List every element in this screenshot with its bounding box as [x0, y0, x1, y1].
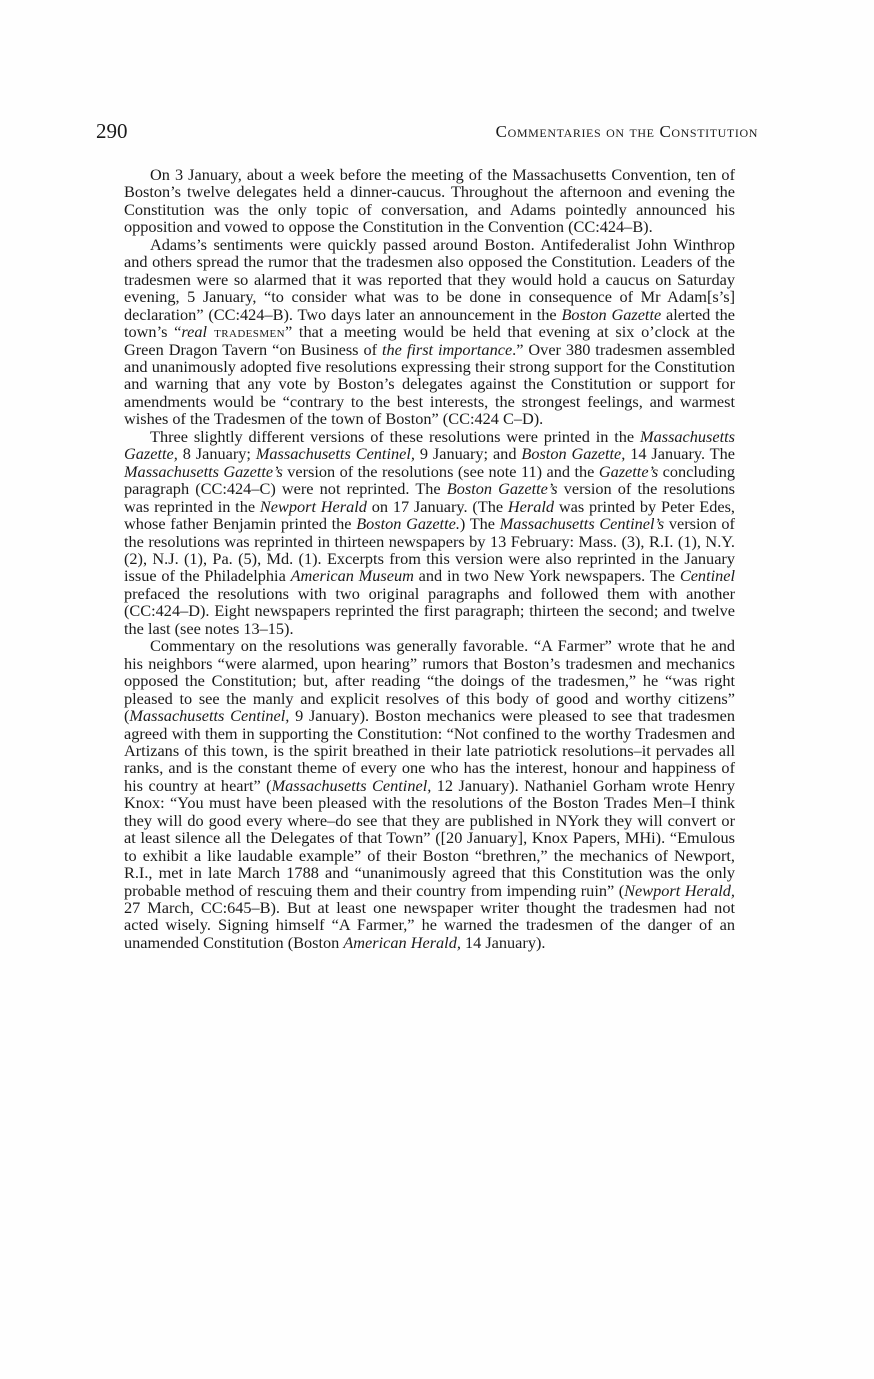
italic-title: Massachusetts Centinel,: [129, 706, 290, 726]
text-segment: Commentary on the resolutions was generally favorable. “A Farmer” wrote that he and his neighbors “were alarmed, upon hearing” rumors that Boston’s tradesmen and mechanics opposed the Constitution; but, after reading “the doings of the tradesmen,” he “was right pleased to see the manly and explicit resolves of this body of good and worthy citizens” (: [124, 636, 735, 726]
text-segment: version of the resolutions (see note 11) and the: [282, 461, 599, 481]
text-segment: Three slightly different versions of these resolutions were printed in the: [150, 426, 641, 446]
italic-title: Centinel: [679, 566, 736, 586]
italic-emphasis: the first importance: [381, 339, 513, 359]
text-segment: 12 January). Nathaniel Gorham wrote Henry Knox: “You must have been pleased with the resolutions of the Boston Trades Men–I think they will do good every where–do see that they are published in NYork they will convert or at least silence all the Delegates of that Town” ([20 January], Knox Papers, MHi). “Emulous to exhibit a like laudable example” of their Boston “brethren,” the mechanics of Newport, R.I., met in late March 1788 and “unanimously agreed that this Constitution was the only probable method of rescuing them and their country from impending ruin” (: [124, 775, 735, 900]
text-segment: 27 March, CC:645–B). But at least one newspaper writer thought the tradesmen had not acted wisely. Signing himself “A Farmer,” he warned the tradesmen of the danger of an unamended Constitution (Boston: [124, 898, 735, 952]
italic-title: American Museum: [290, 566, 414, 586]
italic-title: Boston Gazette’s: [446, 479, 558, 499]
italic-title: Boston Gazette: [561, 304, 662, 324]
paragraph-commentary: [124, 637, 735, 951]
text-segment: prefaced the resolutions with two original paragraphs and followed them with another (CC:424–D). Eight newspapers reprinted the first paragraph; thirteen the second; and twelve the last (see notes 13–15).: [124, 583, 735, 638]
text-segment: alerted the town’s “: [124, 304, 736, 342]
page-number: 290: [96, 119, 128, 143]
italic-title: Newport Herald: [259, 496, 367, 516]
text-segment: 9 January; and: [414, 444, 522, 464]
text-segment: Adams’s sentiments were quickly passed around Boston. Antifederalist John Winthrop and others spread the rumor that the tradesmen also opposed the Constitution. Leaders of the tradesmen were so alarmed that it was reported that they would hold a caucus on Saturday evening, 5 January, “to consider what was to be done in consequence of Mr Adam[s’s] declaration” (CC:424–B). Two days later an announcement in the: [124, 234, 735, 324]
italic-emphasis: real: [181, 322, 208, 342]
italic-title: Gazette’s: [598, 461, 659, 481]
italic-title: Herald: [507, 496, 555, 516]
text-segment: version of the resolutions was reprinted in the: [124, 479, 735, 516]
italic-title: Massachusetts Gazette,: [124, 426, 735, 464]
text-segment: 9 January). Boston mechanics were pleased to see that tradesmen agreed with them in supporting the Constitution: “Not confined to the worthy Tradesmen and Artizans of this town, is the spirit breathed in their late patriotick resolutions–it pervades all ranks, and is the constant theme of every one who has the interest, honour and happiness of his country at heart” (: [124, 706, 735, 795]
text-segment: 14 January. The: [625, 444, 735, 464]
italic-title: Boston Gazette,: [521, 444, 626, 464]
italic-title: Boston Gazette.: [356, 514, 460, 534]
text-segment: 14 January).: [460, 932, 546, 952]
text-segment: ” that a meeting would be held that evening at six o’clock at the Green Dragon Tavern “on Business of: [124, 322, 736, 359]
text-segment: concluding paragraph (CC:424–C) were not reprinted. The: [124, 461, 736, 499]
small-caps-text: tradesmen: [207, 322, 285, 342]
text-segment: ) The: [459, 514, 500, 534]
text-segment: version of the resolutions was reprinted in thirteen newspapers by 13 February: Mass. (3), R.I. (1), N.Y. (2), N.J. (1), Pa. (5), Md. (1). Excerpts from this version were also reprinted in the January issue of the Philadelphia: [124, 514, 735, 586]
italic-title: Massachusetts Gazette’s: [124, 461, 283, 481]
running-head: [96, 118, 758, 148]
text-segment: was printed by Peter Edes, whose father Benjamin printed the: [124, 496, 735, 534]
paragraph-resolution-versions: [124, 428, 735, 637]
text-segment: .” Over 380 tradesmen assembled and unanimously adopted five resolutions expressing their strong support for the Constitution and warning that any vote by Boston’s delegates against the Constitution or support for amendments would be “contrary to the best interests, the strongest feelings, and warmest wishes of the Tradesmen of the town of Boston” (CC:424 C–D).: [124, 339, 735, 429]
text-segment: and in two New York newspapers. The: [413, 566, 680, 586]
italic-title: Massachusetts Centinel’s: [499, 514, 665, 534]
italic-title: Newport Herald,: [624, 880, 735, 900]
text-segment: 8 January;: [177, 444, 256, 464]
running-title: Commentaries on the Constitution: [495, 122, 758, 141]
text-segment: on 17 January. (The: [366, 496, 508, 516]
italic-title: Massachusetts Centinel,: [271, 775, 432, 795]
italic-title: American Herald,: [343, 932, 461, 952]
text-segment: On 3 January, about a week before the meeting of the Massachusetts Convention, ten of Boston’s twelve delegates held a dinner-caucus. Throughout the afternoon and evening the Constitution was the only topic of conversation, and Adams pointedly announced his opposition and vowed to oppose the Constitution in the Convention (CC:424–B).: [124, 165, 735, 237]
italic-title: Massachusetts Centinel,: [255, 444, 415, 464]
paragraph-dinner-caucus: [124, 166, 735, 236]
body-text: [124, 166, 735, 951]
paragraph-adams-sentiments: [124, 236, 735, 428]
